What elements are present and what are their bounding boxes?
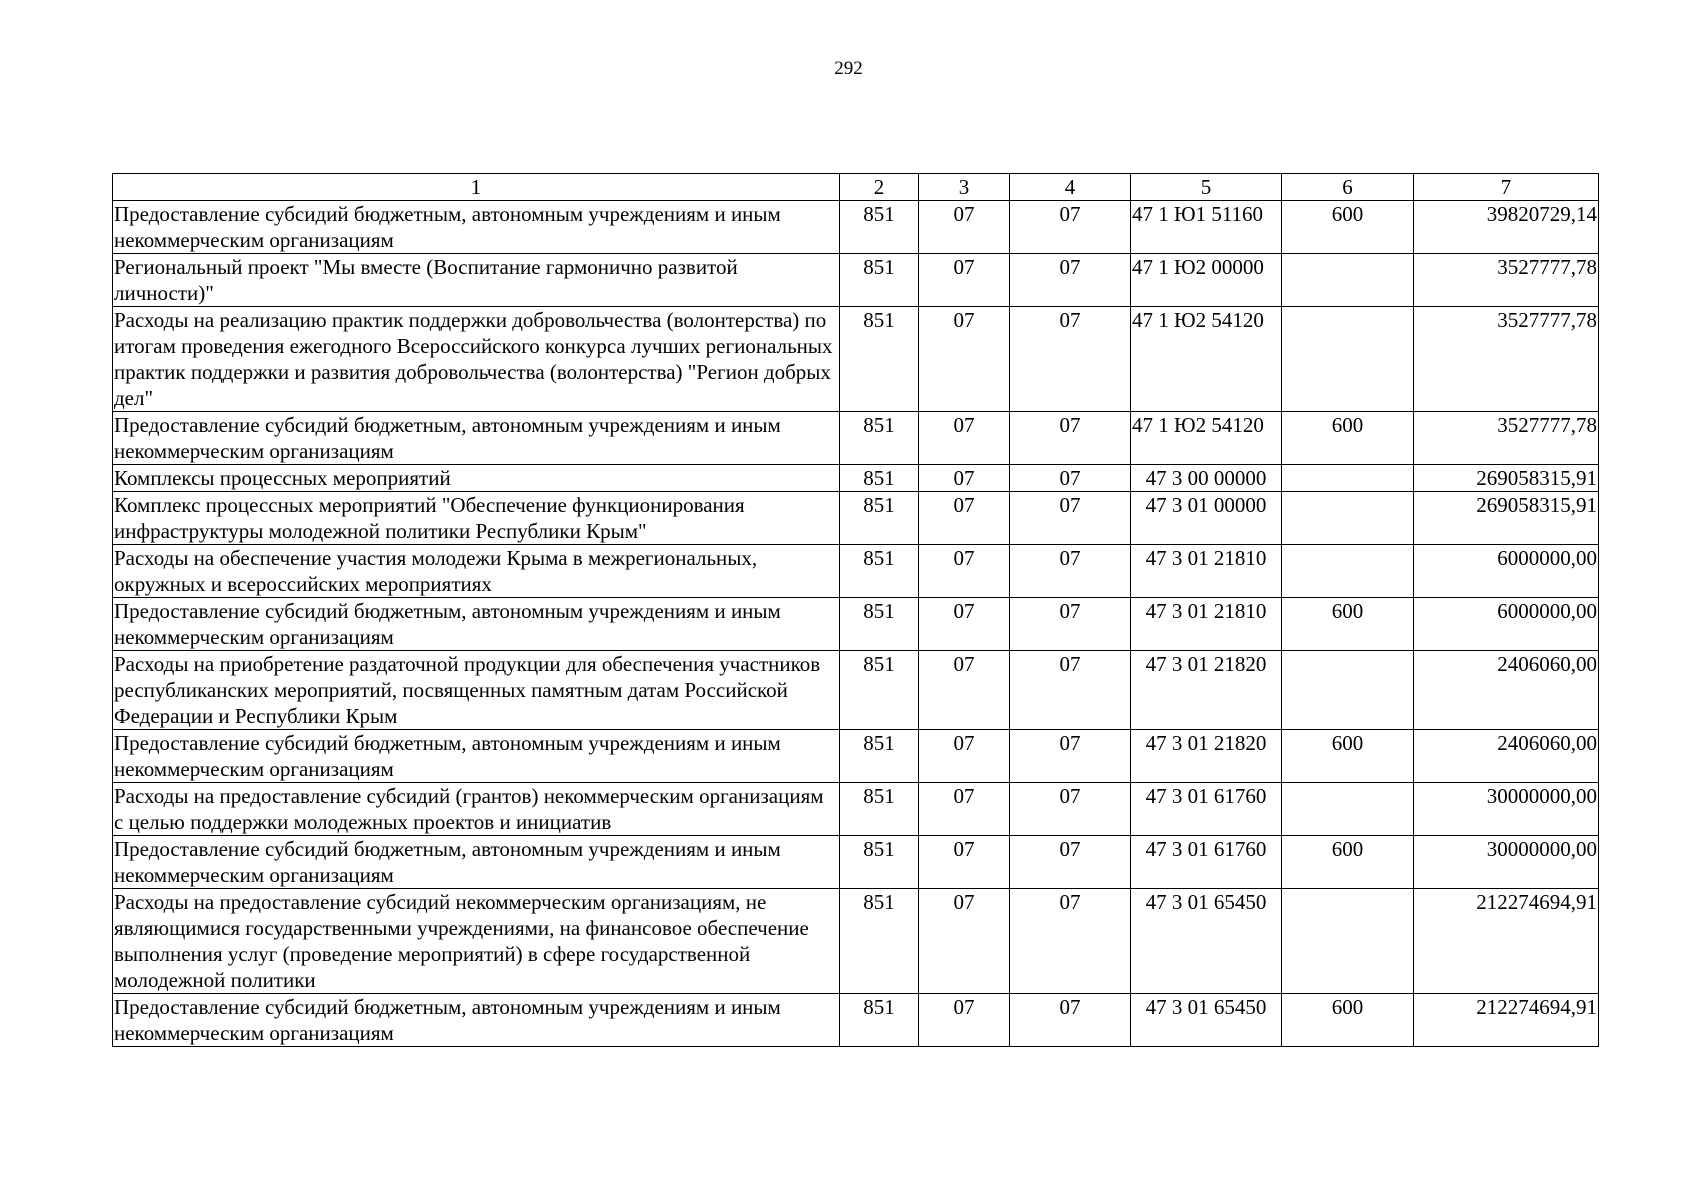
expense-type-code	[1282, 254, 1414, 307]
section-code: 07	[919, 783, 1010, 836]
ministry-code: 851	[840, 201, 919, 254]
subsection-code: 07	[1010, 201, 1131, 254]
table-row	[113, 783, 1599, 836]
header-row	[113, 174, 1599, 201]
section-code: 07	[919, 307, 1010, 412]
target-article-code: 47 3 01 21820	[1131, 651, 1282, 730]
subsection-code: 07	[1010, 994, 1131, 1047]
section-code: 07	[919, 889, 1010, 994]
subsection-code: 07	[1010, 730, 1131, 783]
table-row	[113, 465, 1599, 492]
table-row	[113, 730, 1599, 783]
target-article-code: 47 1 Ю2 00000	[1131, 254, 1282, 307]
table-row	[113, 651, 1599, 730]
target-article-code: 47 3 01 00000	[1131, 492, 1282, 545]
target-article-code: 47 1 Ю2 54120	[1131, 412, 1282, 465]
expense-name: Расходы на предоставление субсидий (грантов) некоммерческим организациям с целью поддержки молодежных проектов и инициатив	[113, 783, 840, 836]
expense-type-code: 600	[1282, 412, 1414, 465]
column-header: 1	[113, 174, 840, 201]
ministry-code: 851	[840, 889, 919, 994]
column-header: 7	[1414, 174, 1599, 201]
ministry-code: 851	[840, 730, 919, 783]
column-header: 4	[1010, 174, 1131, 201]
expense-type-code	[1282, 889, 1414, 994]
ministry-code: 851	[840, 994, 919, 1047]
ministry-code: 851	[840, 307, 919, 412]
ministry-code: 851	[840, 254, 919, 307]
target-article-code: 47 3 01 61760	[1131, 783, 1282, 836]
column-header: 5	[1131, 174, 1282, 201]
subsection-code: 07	[1010, 598, 1131, 651]
subsection-code: 07	[1010, 836, 1131, 889]
amount: 212274694,91	[1414, 889, 1599, 994]
section-code: 07	[919, 412, 1010, 465]
subsection-code: 07	[1010, 651, 1131, 730]
target-article-code: 47 3 00 00000	[1131, 465, 1282, 492]
section-code: 07	[919, 492, 1010, 545]
expense-name: Расходы на реализацию практик поддержки добровольчества (волонтерства) по итогам проведения ежегодного Всероссийского конкурса лучших региональных практик поддержки и развития добровольчества (волонтерства) "Регион добрых дел"	[113, 307, 840, 412]
expense-name: Расходы на обеспечение участия молодежи Крыма в межрегиональных, окружных и всероссийских мероприятиях	[113, 545, 840, 598]
subsection-code: 07	[1010, 307, 1131, 412]
table-row	[113, 889, 1599, 994]
expense-type-code	[1282, 651, 1414, 730]
expense-name: Региональный проект "Мы вместе (Воспитание гармонично развитой личности)"	[113, 254, 840, 307]
target-article-code: 47 3 01 21810	[1131, 598, 1282, 651]
expense-type-code: 600	[1282, 836, 1414, 889]
ministry-code: 851	[840, 598, 919, 651]
expense-name: Предоставление субсидий бюджетным, автономным учреждениям и иным некоммерческим организациям	[113, 836, 840, 889]
section-code: 07	[919, 994, 1010, 1047]
ministry-code: 851	[840, 783, 919, 836]
ministry-code: 851	[840, 465, 919, 492]
amount: 6000000,00	[1414, 598, 1599, 651]
amount: 269058315,91	[1414, 465, 1599, 492]
ministry-code: 851	[840, 545, 919, 598]
subsection-code: 07	[1010, 545, 1131, 598]
column-header: 6	[1282, 174, 1414, 201]
amount: 2406060,00	[1414, 651, 1599, 730]
expense-type-code	[1282, 492, 1414, 545]
target-article-code: 47 3 01 21820	[1131, 730, 1282, 783]
table-row	[113, 201, 1599, 254]
amount: 30000000,00	[1414, 783, 1599, 836]
section-code: 07	[919, 545, 1010, 598]
section-code: 07	[919, 836, 1010, 889]
amount: 269058315,91	[1414, 492, 1599, 545]
amount: 3527777,78	[1414, 412, 1599, 465]
expense-name: Предоставление субсидий бюджетным, автономным учреждениям и иным некоммерческим организациям	[113, 412, 840, 465]
column-header: 3	[919, 174, 1010, 201]
expense-name: Расходы на приобретение раздаточной продукции для обеспечения участников республиканских мероприятий, посвященных памятным датам Российской Федерации и Республики Крым	[113, 651, 840, 730]
subsection-code: 07	[1010, 412, 1131, 465]
section-code: 07	[919, 651, 1010, 730]
table-row	[113, 307, 1599, 412]
subsection-code: 07	[1010, 254, 1131, 307]
target-article-code: 47 1 Ю1 51160	[1131, 201, 1282, 254]
section-code: 07	[919, 730, 1010, 783]
ministry-code: 851	[840, 836, 919, 889]
section-code: 07	[919, 201, 1010, 254]
expense-type-code	[1282, 307, 1414, 412]
amount: 39820729,14	[1414, 201, 1599, 254]
amount: 3527777,78	[1414, 254, 1599, 307]
expense-name: Расходы на предоставление субсидий некоммерческим организациям, не являющимися государственными учреждениями, на финансовое обеспечение выполнения услуг (проведение мероприятий) в сфере государственной молодежной политики	[113, 889, 840, 994]
expense-name: Предоставление субсидий бюджетным, автономным учреждениям и иным некоммерческим организациям	[113, 994, 840, 1047]
target-article-code: 47 3 01 65450	[1131, 889, 1282, 994]
expense-name: Предоставление субсидий бюджетным, автономным учреждениям и иным некоммерческим организациям	[113, 598, 840, 651]
section-code: 07	[919, 254, 1010, 307]
budget-table	[112, 173, 1599, 1047]
target-article-code: 47 3 01 65450	[1131, 994, 1282, 1047]
subsection-code: 07	[1010, 465, 1131, 492]
section-code: 07	[919, 598, 1010, 651]
expense-name: Комплекс процессных мероприятий "Обеспечение функционирования инфраструктуры молодежной политики Республики Крым"	[113, 492, 840, 545]
target-article-code: 47 3 01 21810	[1131, 545, 1282, 598]
table-row	[113, 836, 1599, 889]
expense-name: Комплексы процессных мероприятий	[113, 465, 840, 492]
page-number: 292	[834, 58, 863, 79]
expense-type-code: 600	[1282, 598, 1414, 651]
expense-name: Предоставление субсидий бюджетным, автономным учреждениям и иным некоммерческим организациям	[113, 201, 840, 254]
amount: 30000000,00	[1414, 836, 1599, 889]
column-header: 2	[840, 174, 919, 201]
amount: 6000000,00	[1414, 545, 1599, 598]
table-row	[113, 598, 1599, 651]
table-row	[113, 545, 1599, 598]
section-code: 07	[919, 465, 1010, 492]
expense-type-code	[1282, 783, 1414, 836]
amount: 212274694,91	[1414, 994, 1599, 1047]
target-article-code: 47 3 01 61760	[1131, 836, 1282, 889]
subsection-code: 07	[1010, 492, 1131, 545]
table-row	[113, 412, 1599, 465]
amount: 2406060,00	[1414, 730, 1599, 783]
expense-type-code: 600	[1282, 994, 1414, 1047]
table-row	[113, 492, 1599, 545]
ministry-code: 851	[840, 492, 919, 545]
ministry-code: 851	[840, 651, 919, 730]
expense-type-code: 600	[1282, 201, 1414, 254]
expense-name: Предоставление субсидий бюджетным, автономным учреждениям и иным некоммерческим организациям	[113, 730, 840, 783]
expense-type-code	[1282, 545, 1414, 598]
subsection-code: 07	[1010, 889, 1131, 994]
table-row	[113, 994, 1599, 1047]
subsection-code: 07	[1010, 783, 1131, 836]
expense-type-code	[1282, 465, 1414, 492]
target-article-code: 47 1 Ю2 54120	[1131, 307, 1282, 412]
ministry-code: 851	[840, 412, 919, 465]
expense-type-code: 600	[1282, 730, 1414, 783]
table-row	[113, 254, 1599, 307]
amount: 3527777,78	[1414, 307, 1599, 412]
